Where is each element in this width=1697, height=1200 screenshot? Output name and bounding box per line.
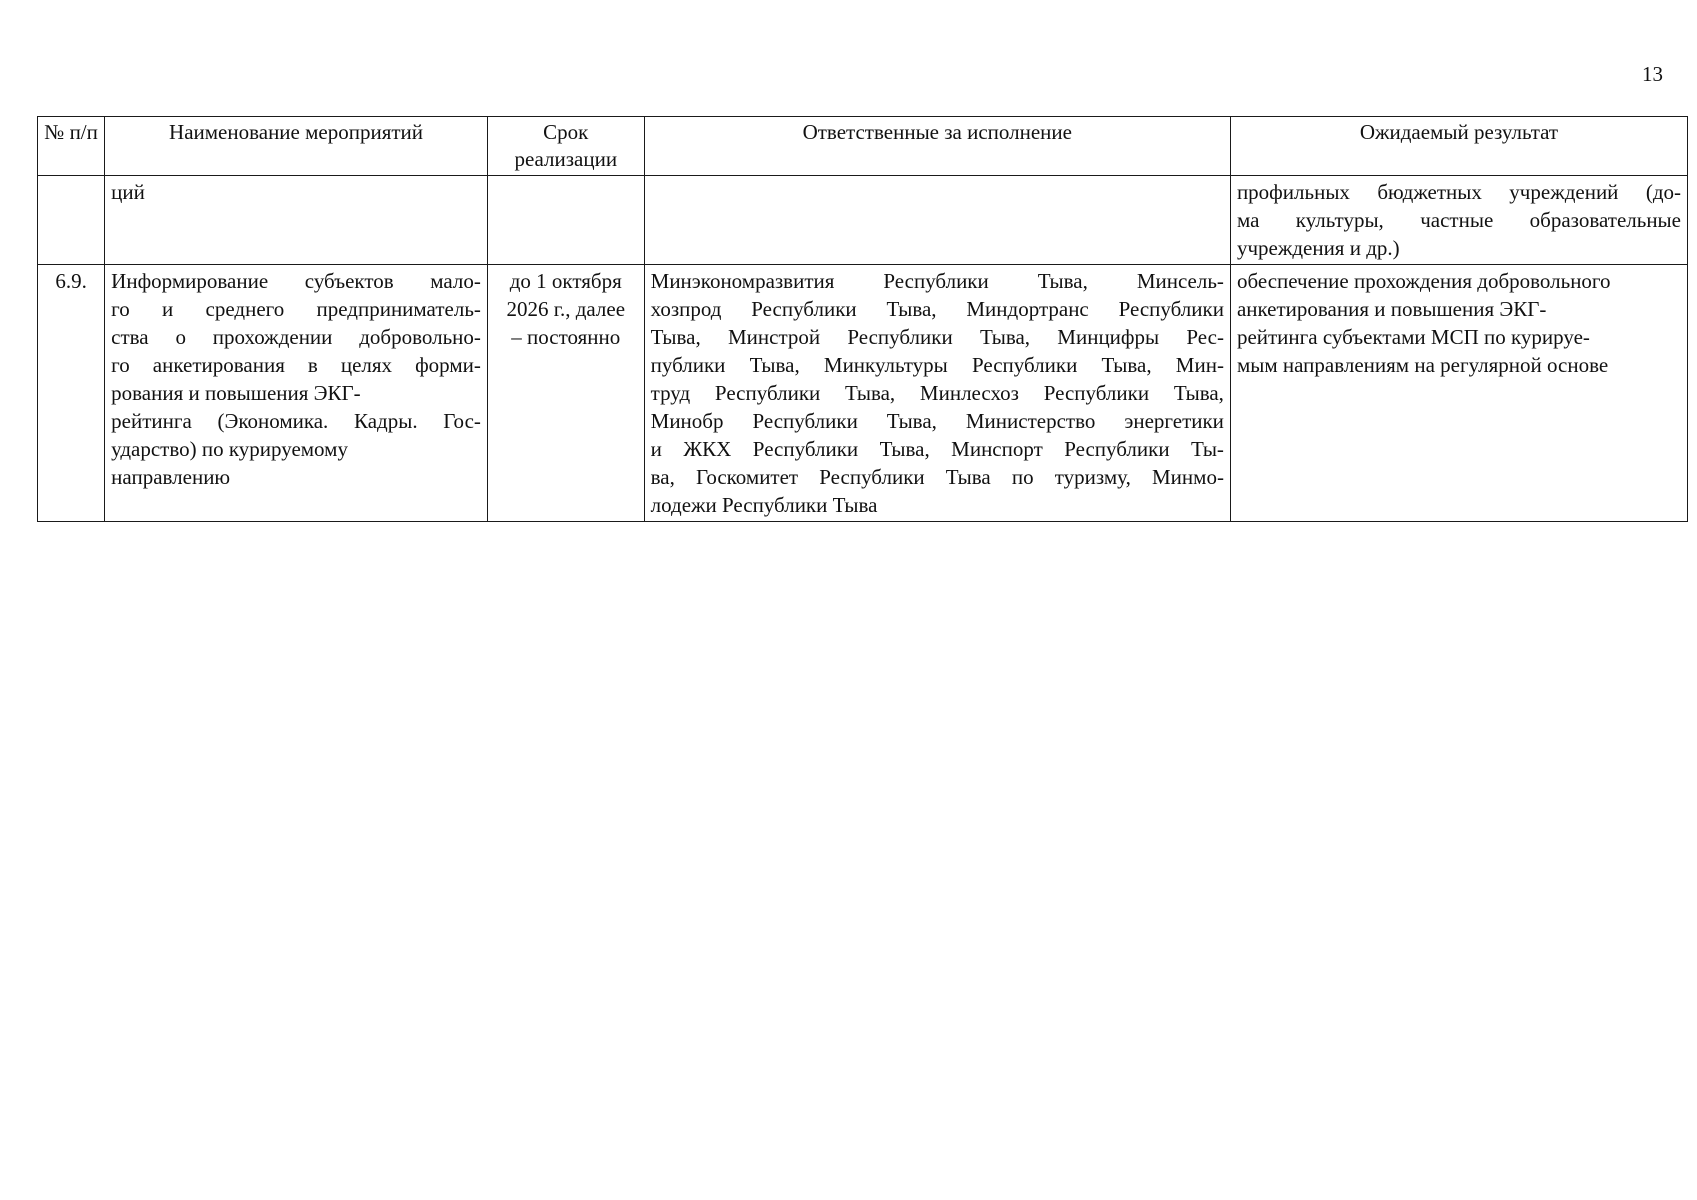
row-responsible-line: Тыва, Минстрой Республики Тыва, Минцифры Рес-: [650, 325, 1224, 349]
row-name-line: го анкетирования в целях форми-: [111, 353, 481, 377]
row-name-line: направлению: [111, 465, 231, 489]
row-responsible-line: публики Тыва, Минкультуры Республики Тыва, Мин-: [650, 353, 1224, 377]
row-name-line: Информирование субъектов мало-: [111, 269, 481, 293]
row-name-line: ства о прохождении добровольно-: [111, 325, 481, 349]
row-responsible-line: и ЖКХ Республики Тыва, Минспорт Республики Ты-: [650, 437, 1224, 461]
header-result: Ожидаемый результат: [1230, 117, 1687, 176]
row-result-line: рейтинга субъектами МСП по курируе-: [1236, 325, 1590, 349]
row-name-line: ций: [111, 180, 145, 204]
header-num: № п/п: [38, 117, 105, 176]
activities-table: [37, 116, 1688, 522]
row-responsible-line: Минобр Республики Тыва, Министерство энергетики: [650, 409, 1224, 433]
table-row: [38, 176, 1688, 265]
row-responsible-line: ва, Госкомитет Республики Тыва по туризму, Минмо-: [650, 465, 1224, 489]
row-num: [38, 176, 105, 265]
row-responsible: [644, 265, 1230, 522]
row-responsible-line: Минэкономразвития Республики Тыва, Минсель-: [650, 269, 1224, 293]
row-responsible-line: труд Республики Тыва, Минлесхоз Республики Тыва,: [650, 381, 1224, 405]
page-number: 13: [1642, 62, 1663, 86]
row-result: [1230, 176, 1687, 265]
row-result-line: ма культуры, частные образовательные: [1236, 208, 1681, 232]
row-term: [487, 265, 644, 522]
header-term: Срок реализации: [487, 117, 644, 176]
row-name-line: ударство) по курируемому: [111, 437, 348, 461]
row-responsible: [644, 176, 1230, 265]
row-term: [487, 176, 644, 265]
row-name-line: го и среднего предприниматель-: [111, 297, 481, 321]
row-name: [105, 265, 488, 522]
row-name-line: рования и повышения ЭКГ-: [111, 381, 361, 405]
header-name: Наименование мероприятий: [105, 117, 488, 176]
row-name: [105, 176, 488, 265]
row-result-line: мым направлениям на регулярной основе: [1236, 353, 1609, 377]
row-result-line: учреждения и др.): [1236, 236, 1400, 260]
row-result-line: анкетирования и повышения ЭКГ-: [1236, 297, 1547, 321]
row-responsible-line: хозпрод Республики Тыва, Миндортранс Республики: [650, 297, 1224, 321]
header-responsible: Ответственные за исполнение: [644, 117, 1230, 176]
row-term-line: – постоянно: [511, 325, 621, 349]
row-term-line: 2026 г., далее: [506, 297, 626, 321]
row-term-line: до 1 октября: [509, 269, 622, 293]
row-result-line: профильных бюджетных учреждений (до-: [1236, 180, 1681, 204]
row-responsible-line: лодежи Республики Тыва: [650, 493, 878, 517]
table-header-row: [38, 117, 1688, 176]
table-row: [38, 265, 1688, 522]
row-result-line: обеспечение прохождения добровольного: [1236, 269, 1611, 293]
row-name-line: рейтинга (Экономика. Кадры. Гос-: [111, 409, 481, 433]
row-result: [1230, 265, 1687, 522]
row-num: 6.9.: [38, 265, 105, 522]
